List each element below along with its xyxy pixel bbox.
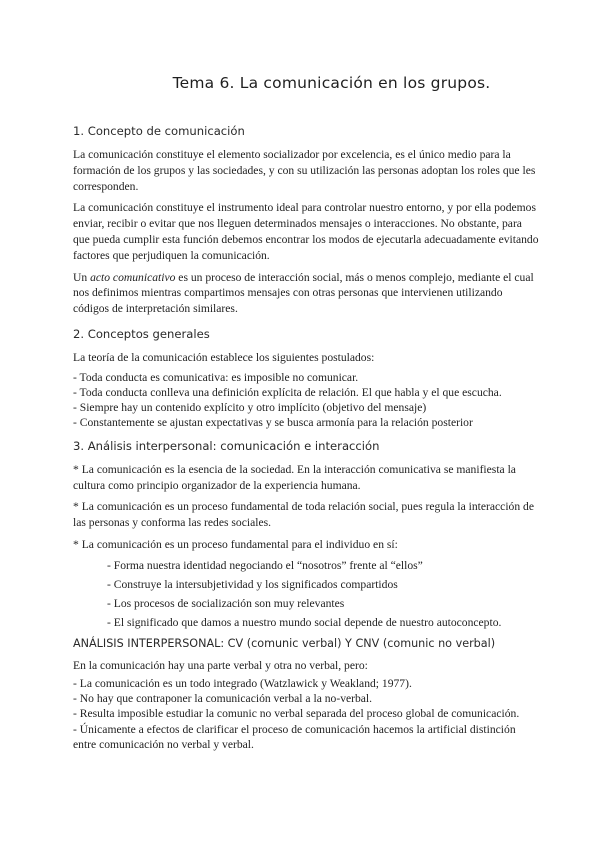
section-1-paragraph-1: La comunicación constituye el elemento socializador por excelencia, es el único medio para la formación de los grupos y las sociedades, y con su utilización las personas adoptan los roles que les corresponden. [73, 148, 536, 193]
section-1-paragraph-3 [73, 270, 540, 317]
list-item: - El significado que damos a nuestro mundo social depende de nuestro autoconcepto. [107, 615, 502, 629]
section-3-bullet-2: * La comunicación es un proceso fundamental de toda relación social, pues regula la interacción de las personas y conforma las redes sociales. [73, 500, 534, 530]
section-3-heading: 3. Análisis interpersonal: comunicación e interacción [73, 438, 380, 453]
list-item: - Los procesos de socialización son muy relevantes [107, 596, 345, 610]
section-1-paragraph-2: La comunicación constituye el instrumento ideal para controlar nuestro entorno, y por ella podemos enviar, recibir o evitar que nos lleguen determinados mensajes o interacciones. No obstante, para que pueda cumplir esta función debemos encontrar los modos de ejecutarla adecuadamente evitando factores que perjudiquen la comunicación. [73, 201, 539, 262]
list-item: - Construye la intersubjetividad y los significados compartidos [107, 577, 398, 591]
list-item: - Toda conducta es comunicativa: es imposible no comunicar. [73, 370, 359, 384]
page-title: Tema 6. La comunicación en los grupos. [172, 74, 491, 92]
individual-list [107, 556, 540, 632]
section-2-intro: La teoría de la comunicación establece los siguientes postulados: [73, 350, 375, 364]
section-3-bullet-3: * La comunicación es un proceso fundamental para el individuo en sí: [73, 537, 398, 551]
list-item: - Resulta imposible estudiar la comunic no verbal separada del proceso global de comunicación. [73, 707, 520, 721]
section-4-intro: En la comunicación hay una parte verbal y otra no verbal, pero: [73, 658, 368, 672]
p3-post: es un proceso de interacción social, más o menos complejo, mediante el cual nos definimos mientras compartimos mensajes con otras personas que intervienen utilizando códigos de interpretación similares. [73, 270, 534, 316]
postulates-list [73, 370, 540, 430]
list-item: - La comunicación es un todo integrado (Watzlawick y Weakland; 1977). [73, 676, 412, 690]
section-3-bullet-1: * La comunicación es la esencia de la sociedad. En la interacción comunicativa se manifiesta la cultura como principio organizador de la experiencia humana. [73, 462, 516, 492]
section-4-heading: ANÁLISIS INTERPERSONAL: CV (comunic verbal) Y CNV (comunic no verbal) [73, 636, 496, 650]
p3-pre: Un [73, 270, 91, 284]
list-item: - Únicamente a efectos de clarificar el proceso de comunicación hacemos la artificial distinción entre comunicación no verbal y verbal. [73, 722, 516, 752]
list-item: - Forma nuestra identidad negociando el “nosotros” frente al “ellos” [107, 558, 423, 572]
list-item: - Constantemente se ajustan expectativas y se busca armonía para la relación posterior [73, 415, 473, 429]
list-item: - Siempre hay un contenido explícito y otro implícito (objetivo del mensaje) [73, 400, 427, 414]
verbal-nonverbal-list [73, 676, 540, 753]
section-1-heading: 1. Concepto de comunicación [73, 124, 245, 138]
list-item: - No hay que contraponer la comunicación verbal a la no-verbal. [73, 691, 373, 705]
acto-comunicativo-term: acto comunicativo [90, 270, 176, 284]
section-2-heading: 2. Conceptos generales [73, 326, 210, 341]
list-item: - Toda conducta conlleva una definición explícita de relación. El que habla y el que escucha. [73, 385, 502, 399]
